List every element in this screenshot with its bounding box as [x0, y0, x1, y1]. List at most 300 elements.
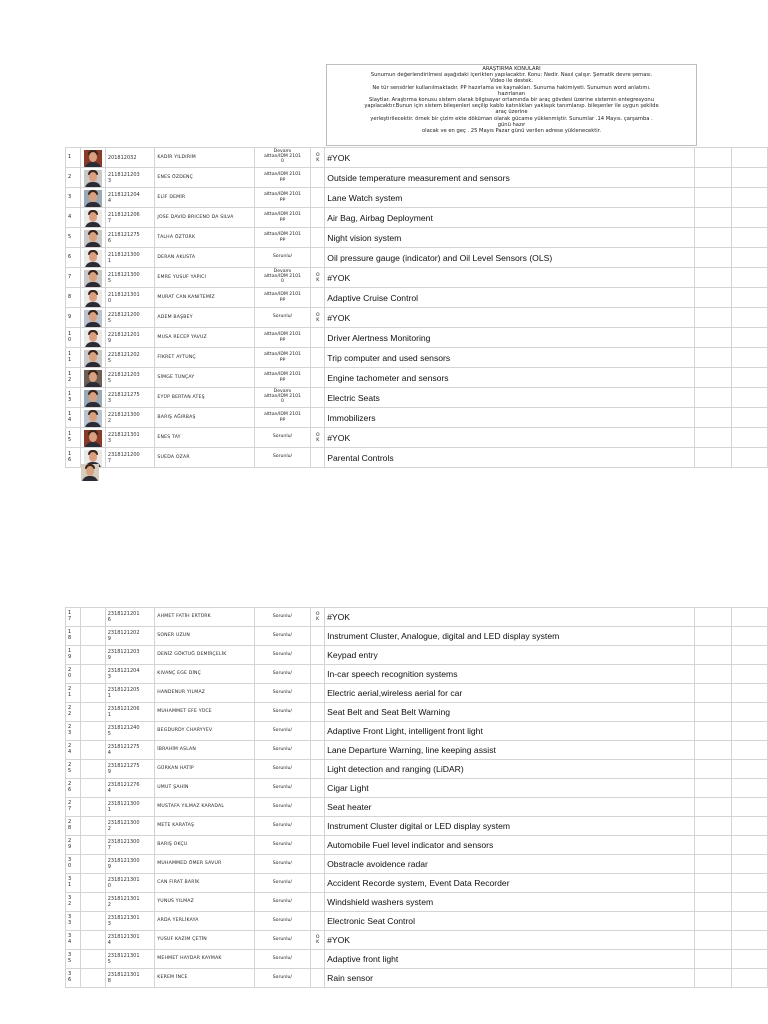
empty-cell	[732, 148, 768, 168]
student-photo-cell	[80, 168, 105, 188]
student-photo	[84, 410, 102, 427]
student-photo-cell	[80, 228, 105, 248]
student-photo-cell	[80, 665, 105, 684]
ok-flag	[311, 208, 325, 228]
empty-cell	[694, 248, 732, 268]
status-cell: Sorunlu/	[254, 646, 311, 665]
ok-flag	[311, 288, 325, 308]
status-cell: Devamı alttan/IDM 2101 0	[254, 388, 311, 408]
ok-flag	[311, 388, 325, 408]
ok-flag	[311, 836, 325, 855]
topic-cell: Keypad entry	[325, 646, 695, 665]
topic-cell: #YOK	[325, 308, 694, 328]
student-name: UMUT ŞAHİN	[155, 779, 254, 798]
empty-cell	[694, 722, 732, 741]
student-photo-cell	[80, 388, 105, 408]
status-cell: Sorunlu/	[254, 722, 311, 741]
topics-table-1	[65, 147, 768, 468]
row-number: 3	[66, 188, 81, 208]
student-photo-cell	[80, 348, 105, 368]
student-photo	[84, 150, 102, 167]
student-name: BEGDURDY CHARYYEV	[155, 722, 254, 741]
student-photo-cell	[80, 836, 105, 855]
empty-cell	[694, 148, 732, 168]
topic-cell: Obstracle avoidence radar	[325, 855, 695, 874]
student-id: 2118121206 7	[105, 208, 155, 228]
student-photo-cell	[80, 308, 105, 328]
empty-cell	[694, 969, 732, 988]
student-name: DENİZ GÖKTUĞ DEMİRÇELİK	[155, 646, 254, 665]
table-row	[66, 288, 768, 308]
student-photo-cell	[80, 760, 105, 779]
empty-cell	[732, 950, 768, 969]
status-cell: Sorunlu/	[254, 248, 311, 268]
student-id: 2218121301 3	[105, 428, 155, 448]
student-photo	[84, 390, 102, 407]
empty-cell	[732, 288, 768, 308]
empty-cell	[694, 388, 732, 408]
table-row	[66, 608, 768, 627]
topics-table-2	[65, 607, 768, 988]
student-photo-cell	[80, 248, 105, 268]
empty-cell	[732, 836, 768, 855]
student-name: SİMGE TUNÇAY	[155, 368, 254, 388]
student-photo	[84, 310, 102, 327]
status-cell: Sorunlu/	[254, 608, 311, 627]
empty-cell	[694, 448, 732, 468]
student-id: 2318121301 4	[105, 931, 155, 950]
table-row	[66, 741, 768, 760]
empty-cell	[694, 646, 732, 665]
topic-cell: Accident Recorde system, Event Data Recorder	[325, 874, 695, 893]
empty-cell	[694, 836, 732, 855]
table-row	[66, 684, 768, 703]
student-name: SONER UZUN	[155, 627, 254, 646]
student-id: 2318121300 1	[105, 798, 155, 817]
empty-cell	[732, 627, 768, 646]
note-line: hazırlanan	[497, 90, 526, 97]
status-cell: alttan/IDM 2101 pp	[254, 408, 311, 428]
student-photo-cell	[80, 368, 105, 388]
student-name: ENES ÖZDENÇ	[155, 168, 254, 188]
empty-cell	[694, 931, 732, 950]
table-row	[66, 779, 768, 798]
status-cell: alttan/IDM 2101 pp	[254, 368, 311, 388]
note-title: ARAŞTIRMA KONULARI	[482, 66, 541, 72]
student-id: 2318121205 1	[105, 684, 155, 703]
row-number: 3 6	[66, 969, 81, 988]
empty-cell	[732, 248, 768, 268]
empty-cell	[732, 760, 768, 779]
status-cell: Sorunlu/	[254, 448, 311, 468]
empty-cell	[694, 168, 732, 188]
ok-flag	[311, 722, 325, 741]
row-number: 5	[66, 228, 81, 248]
ok-flag	[311, 760, 325, 779]
ok-flag	[311, 408, 325, 428]
topic-cell: #YOK	[325, 608, 695, 627]
student-photo-cell	[80, 268, 105, 288]
row-number: 9	[66, 308, 81, 328]
student-name: SUEDA OZAR	[155, 448, 254, 468]
empty-cell	[732, 798, 768, 817]
student-name: TALHA ÖZTÜRK	[155, 228, 254, 248]
student-id: 2318121275 4	[105, 741, 155, 760]
student-id: 2218121202 5	[105, 348, 155, 368]
status-cell: Devamı alttan/IDM 2101 0	[254, 148, 311, 168]
student-name: MUHAMMED ÖMER SAVUR	[155, 855, 254, 874]
topic-cell: Windshield washers system	[325, 893, 695, 912]
research-topics-note	[326, 64, 697, 146]
status-cell: alttan/IDM 2101 pp	[254, 348, 311, 368]
empty-cell	[732, 893, 768, 912]
student-id: 2318121203 9	[105, 646, 155, 665]
status-cell: alttan/IDM 2101 pp	[254, 208, 311, 228]
empty-cell	[732, 722, 768, 741]
ok-flag	[311, 741, 325, 760]
student-photo	[84, 270, 102, 287]
student-name: EYÜP BERTAN ATEŞ	[155, 388, 254, 408]
student-photo-cell	[80, 950, 105, 969]
empty-cell	[694, 779, 732, 798]
table-row	[66, 950, 768, 969]
topic-cell: Seat heater	[325, 798, 695, 817]
student-photo-cell	[80, 627, 105, 646]
topic-cell: Light detection and ranging (LiDAR)	[325, 760, 695, 779]
table-row	[66, 893, 768, 912]
status-cell: Sorunlu/	[254, 665, 311, 684]
student-photo-cell	[80, 288, 105, 308]
topic-cell: Rain sensor	[325, 969, 695, 988]
ok-flag	[311, 646, 325, 665]
topic-cell: Lane Watch system	[325, 188, 694, 208]
empty-cell	[732, 646, 768, 665]
student-photo-cell	[80, 969, 105, 988]
row-number: 3 0	[66, 855, 81, 874]
row-number: 2 8	[66, 817, 81, 836]
row-number: 8	[66, 288, 81, 308]
student-name: AHMET FATİH ERTÜRK	[155, 608, 254, 627]
student-name: MURAT CAN KANITEMİZ	[155, 288, 254, 308]
empty-cell	[694, 328, 732, 348]
student-photo	[84, 210, 102, 227]
row-number: 1 8	[66, 627, 81, 646]
ok-flag	[311, 665, 325, 684]
table-row	[66, 855, 768, 874]
ok-flag	[311, 893, 325, 912]
row-number: 1 4	[66, 408, 81, 428]
topic-cell: Parental Controls	[325, 448, 694, 468]
status-cell: Sorunlu/	[254, 703, 311, 722]
student-name: KIVANÇ EGE DİNÇ	[155, 665, 254, 684]
status-cell: Sorunlu/	[254, 428, 311, 448]
student-id: 2318121276 4	[105, 779, 155, 798]
student-photo-cell	[80, 684, 105, 703]
student-photo	[84, 170, 102, 187]
ok-flag	[311, 969, 325, 988]
topic-cell: Outside temperature measurement and sensors	[325, 168, 694, 188]
row-number: 1 2	[66, 368, 81, 388]
topic-cell: #YOK	[325, 931, 695, 950]
student-id: 2318121301 3	[105, 912, 155, 931]
student-id: 2118121300 1	[105, 248, 155, 268]
empty-cell	[732, 368, 768, 388]
student-photo-cell	[80, 646, 105, 665]
status-cell: alttan/IDM 2101 pp	[254, 188, 311, 208]
ok-flag	[311, 368, 325, 388]
status-cell: Sorunlu/	[254, 741, 311, 760]
table-row	[66, 188, 768, 208]
table-row	[66, 148, 768, 168]
student-photo-cell	[80, 855, 105, 874]
student-name: ARDA YERLİKAYA	[155, 912, 254, 931]
empty-cell	[732, 388, 768, 408]
student-name: EMRE YUSUF YAPICI	[155, 268, 254, 288]
topic-cell: In-car speech recognition systems	[325, 665, 695, 684]
student-photo-cell	[80, 608, 105, 627]
status-cell: Sorunlu/	[254, 855, 311, 874]
empty-cell	[732, 684, 768, 703]
row-number: 2	[66, 168, 81, 188]
table-row	[66, 228, 768, 248]
row-number: 1	[66, 148, 81, 168]
student-id: 2318121300 2	[105, 817, 155, 836]
student-id: 2218121203 5	[105, 368, 155, 388]
table-row	[66, 931, 768, 950]
table-row	[66, 817, 768, 836]
row-number: 2 9	[66, 836, 81, 855]
ok-flag: O K	[311, 148, 325, 168]
topic-cell: Air Bag, Airbag Deployment	[325, 208, 694, 228]
student-name: MEHMET HAYDAR KAYMAK	[155, 950, 254, 969]
row-number: 2 2	[66, 703, 81, 722]
student-name: MUSTAFA YILMAZ KARADAL	[155, 798, 254, 817]
status-cell: Sorunlu/	[254, 969, 311, 988]
student-name: ELİF DEMİR	[155, 188, 254, 208]
student-photo-cell	[80, 188, 105, 208]
status-cell: Sorunlu/	[254, 836, 311, 855]
ok-flag	[311, 228, 325, 248]
empty-cell	[732, 328, 768, 348]
row-number: 3 3	[66, 912, 81, 931]
note-line: Ne tür sensörler kullanılmaktadır. PP hazırlama ve kaynakları. Sunuma hakimiyeti. Sunumun word anlatımı.	[372, 84, 651, 91]
table-row	[66, 368, 768, 388]
empty-cell	[694, 228, 732, 248]
student-id: 2318121275 9	[105, 760, 155, 779]
table-row	[66, 328, 768, 348]
note-line: araç üzerine	[495, 109, 528, 116]
student-name: GÜRKAN HATİP	[155, 760, 254, 779]
ok-flag	[311, 950, 325, 969]
empty-cell	[732, 168, 768, 188]
status-cell: Sorunlu/	[254, 798, 311, 817]
empty-cell	[732, 608, 768, 627]
status-cell: Sorunlu/	[254, 912, 311, 931]
student-name: İBRAHİM ASLAN	[155, 741, 254, 760]
table-row	[66, 798, 768, 817]
empty-cell	[732, 817, 768, 836]
row-number: 1 0	[66, 328, 81, 348]
student-id: 2218121300 2	[105, 408, 155, 428]
table-row	[66, 760, 768, 779]
status-cell: Sorunlu/	[254, 308, 311, 328]
topic-cell: Instrument Cluster digital or LED display system	[325, 817, 695, 836]
student-id: 2118121300 5	[105, 268, 155, 288]
student-name: ADEM BAŞBEY	[155, 308, 254, 328]
row-number: 3 1	[66, 874, 81, 893]
student-photo-cell	[80, 328, 105, 348]
ok-flag: O K	[311, 268, 325, 288]
status-cell: Sorunlu/	[254, 817, 311, 836]
status-cell: Sorunlu/	[254, 760, 311, 779]
ok-flag: O K	[311, 428, 325, 448]
student-photo-cell	[80, 912, 105, 931]
student-id: 2318121301 8	[105, 969, 155, 988]
student-photo	[84, 370, 102, 387]
ok-flag	[311, 684, 325, 703]
student-photo-cell	[80, 817, 105, 836]
status-cell: Sorunlu/	[254, 950, 311, 969]
table-row	[66, 168, 768, 188]
empty-cell	[732, 703, 768, 722]
table-row	[66, 428, 768, 448]
ok-flag	[311, 779, 325, 798]
table-row	[66, 646, 768, 665]
empty-cell	[694, 608, 732, 627]
note-line: yerleştirilecektir. örnek bir çizim ekte döküman olarak gücame yüklenmiştir. Sunumlar .14 Mayıs. çarşamba .	[370, 115, 653, 122]
topic-cell: Lane Departure Warning, line keeping assist	[325, 741, 695, 760]
table-row	[66, 248, 768, 268]
table-row	[66, 703, 768, 722]
status-cell: Devamı alttan/IDM 2101 0	[254, 268, 311, 288]
row-number: 1 3	[66, 388, 81, 408]
row-number: 2 6	[66, 779, 81, 798]
empty-cell	[732, 408, 768, 428]
topic-cell: Adaptive Front Light, intelligent front light	[325, 722, 695, 741]
student-photo	[84, 330, 102, 347]
empty-cell	[694, 408, 732, 428]
empty-cell	[694, 893, 732, 912]
student-id: 2318121300 7	[105, 836, 155, 855]
row-number: 6	[66, 248, 81, 268]
table-row	[66, 912, 768, 931]
topic-cell: Trip computer and used sensors	[325, 348, 694, 368]
row-number: 2 4	[66, 741, 81, 760]
note-line: yapılacaktır.Bunun için sistem bileşenleri seçilip kablo katınlıkları yaklaşık tanımlanıp. bileşenler ile uygun şekilde	[364, 103, 659, 110]
row-number: 3 5	[66, 950, 81, 969]
status-cell: Sorunlu/	[254, 893, 311, 912]
empty-cell	[732, 448, 768, 468]
student-id: 201812032	[105, 148, 155, 168]
row-number: 3 2	[66, 893, 81, 912]
student-photo-cell	[80, 741, 105, 760]
student-name: BARIŞ OKÇU	[155, 836, 254, 855]
student-id: 2318121301 5	[105, 950, 155, 969]
ok-flag	[311, 448, 325, 468]
empty-cell	[694, 684, 732, 703]
student-name: DERAN AKUSTA	[155, 248, 254, 268]
empty-cell	[694, 627, 732, 646]
empty-cell	[694, 368, 732, 388]
note-line: günü hazır	[497, 121, 526, 128]
table-row	[66, 722, 768, 741]
empty-cell	[694, 950, 732, 969]
empty-cell	[732, 348, 768, 368]
student-photo-cell	[80, 148, 105, 168]
student-name: YUSUF KAZIM ÇETİN	[155, 931, 254, 950]
empty-cell	[694, 912, 732, 931]
note-line: Slaytlar. Araştırma konusu sistem olarak bilgisayar ortamında bir araç gövdesi üzerine sistemin entegresyonu	[369, 97, 654, 104]
empty-cell	[694, 665, 732, 684]
empty-cell	[694, 760, 732, 779]
student-id: 2218121200 5	[105, 308, 155, 328]
topic-cell: Electronic Seat Control	[325, 912, 695, 931]
empty-cell	[694, 208, 732, 228]
status-cell: alttan/IDM 2101 pp	[254, 228, 311, 248]
table-row	[66, 388, 768, 408]
ok-flag	[311, 188, 325, 208]
student-name: KEREM İNCE	[155, 969, 254, 988]
student-id: 2318121206 1	[105, 703, 155, 722]
table-row	[66, 874, 768, 893]
row-number: 3 4	[66, 931, 81, 950]
row-number: 2 5	[66, 760, 81, 779]
ok-flag	[311, 855, 325, 874]
topic-cell: Automobile Fuel level indicator and sensors	[325, 836, 695, 855]
status-cell: Sorunlu/	[254, 779, 311, 798]
empty-cell	[694, 428, 732, 448]
student-photo-cell	[80, 208, 105, 228]
student-name: HANDENUR YILMAZ	[155, 684, 254, 703]
ok-flag: O K	[311, 608, 325, 627]
ok-flag	[311, 348, 325, 368]
row-number: 4	[66, 208, 81, 228]
student-photo	[84, 230, 102, 247]
student-photo-cell	[80, 703, 105, 722]
student-name: MUSA RECEP YAVUZ	[155, 328, 254, 348]
student-id: 2318121201 6	[105, 608, 155, 627]
topic-cell: Electric Seats	[325, 388, 694, 408]
student-name: MUHAMMET EFE YÜCE	[155, 703, 254, 722]
topic-cell: Oil pressure gauge (indicator) and Oil Level Sensors (OLS)	[325, 248, 694, 268]
empty-cell	[694, 188, 732, 208]
topic-cell: #YOK	[325, 148, 694, 168]
note-line: Video ile destek.	[490, 78, 533, 85]
status-cell: alttan/IDM 2101 pp	[254, 328, 311, 348]
empty-cell	[694, 855, 732, 874]
topic-cell: #YOK	[325, 268, 694, 288]
ok-flag	[311, 874, 325, 893]
status-cell: alttan/IDM 2101 pp	[254, 288, 311, 308]
empty-cell	[732, 665, 768, 684]
table-row	[66, 408, 768, 428]
ok-flag	[311, 168, 325, 188]
student-id: 2318121301 2	[105, 893, 155, 912]
topic-cell: Night vision system	[325, 228, 694, 248]
empty-cell	[732, 268, 768, 288]
empty-cell	[694, 874, 732, 893]
empty-cell	[732, 855, 768, 874]
student-id: 2218121275 3	[105, 388, 155, 408]
empty-cell	[694, 348, 732, 368]
student-name: KADİR YILDIRIM	[155, 148, 254, 168]
note-line: Sunumun değerlendirilmesi aşağıdaki içerikten yapılacaktır. Konu: Nedir. Nasıl çalışır. Şematik devre şeması.	[370, 72, 653, 79]
row-number: 1 1	[66, 348, 81, 368]
ok-flag	[311, 703, 325, 722]
ok-flag	[311, 248, 325, 268]
empty-cell	[694, 817, 732, 836]
status-cell: Sorunlu/	[254, 931, 311, 950]
